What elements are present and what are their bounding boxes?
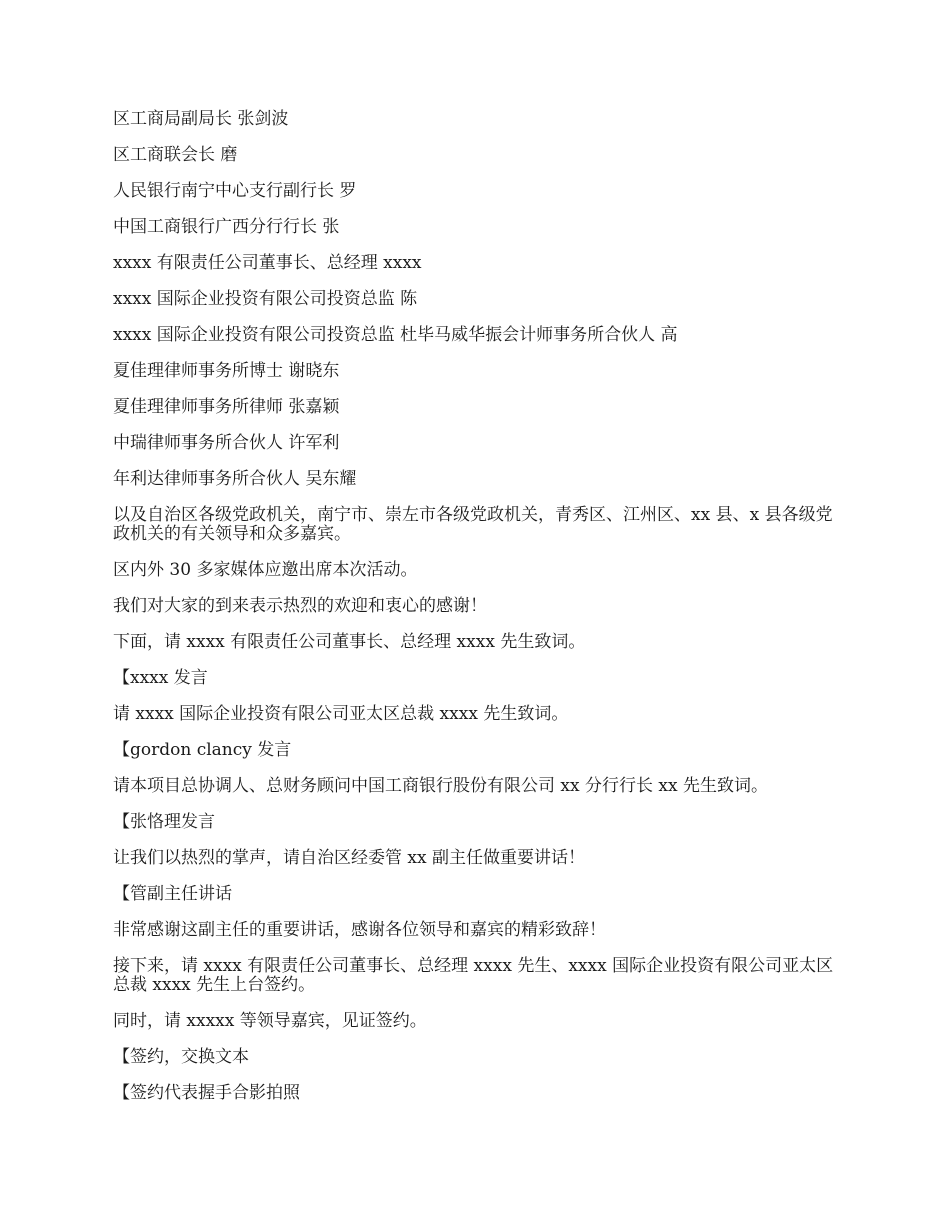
paragraph: 让我们以热烈的掌声，请自治区经委管 xx 副主任做重要讲话！ <box>113 848 585 868</box>
paragraph: 【张恪理发言 <box>113 812 215 832</box>
paragraph: 中国工商银行广西分行行长 张 <box>113 217 340 237</box>
document-body <box>113 110 840 1120</box>
paragraph: xxxx 有限责任公司董事长、总经理 xxxx <box>113 253 422 273</box>
paragraph: 年利达律师事务所合伙人 吴东耀 <box>113 469 357 489</box>
paragraph: 夏佳理律师事务所博士 谢晓东 <box>113 361 340 381</box>
paragraph: 【gordon clancy 发言 <box>113 740 292 760</box>
paragraph: 下面，请 xxxx 有限责任公司董事长、总经理 xxxx 先生致词。 <box>113 632 586 652</box>
paragraph: 【管副主任讲话 <box>113 884 232 904</box>
paragraph: 区工商局副局长 张剑波 <box>113 109 289 129</box>
paragraph: 同时，请 xxxxx 等领导嘉宾，见证签约。 <box>113 1011 427 1031</box>
paragraph: 中瑞律师事务所合伙人 许军利 <box>113 433 340 453</box>
paragraph: 非常感谢这副主任的重要讲话，感谢各位领导和嘉宾的精彩致辞！ <box>113 920 606 940</box>
paragraph: 接下来，请 xxxx 有限责任公司董事长、总经理 xxxx 先生、xxxx 国际企业投资有限公司亚太区总裁 xxxx 先生上台签约。 <box>113 956 834 995</box>
paragraph: 我们对大家的到来表示热烈的欢迎和衷心的感谢！ <box>113 596 487 616</box>
paragraph: 区工商联会长 磨 <box>113 145 238 165</box>
paragraph: xxxx 国际企业投资有限公司投资总监 陈 <box>113 289 418 309</box>
paragraph: xxxx 国际企业投资有限公司投资总监 杜毕马威华振会计师事务所合伙人 高 <box>113 325 678 345</box>
paragraph: 夏佳理律师事务所律师 张嘉颖 <box>113 397 340 417</box>
paragraph: 请 xxxx 国际企业投资有限公司亚太区总裁 xxxx 先生致词。 <box>113 704 569 724</box>
paragraph: 【签约，交换文本 <box>113 1047 249 1067</box>
paragraph: 以及自治区各级党政机关，南宁市、崇左市各级党政机关，青秀区、江州区、xx 县、x 县各级党政机关的有关领导和众多嘉宾。 <box>113 505 833 544</box>
paragraph: 人民银行南宁中心支行副行长 罗 <box>113 181 357 201</box>
paragraph: 区内外 30 多家媒体应邀出席本次活动。 <box>113 560 418 580</box>
paragraph: 【xxxx 发言 <box>113 668 208 688</box>
paragraph: 请本项目总协调人、总财务顾问中国工商银行股份有限公司 xx 分行行长 xx 先生致词。 <box>113 776 768 796</box>
paragraph: 【签约代表握手合影拍照 <box>113 1083 300 1103</box>
